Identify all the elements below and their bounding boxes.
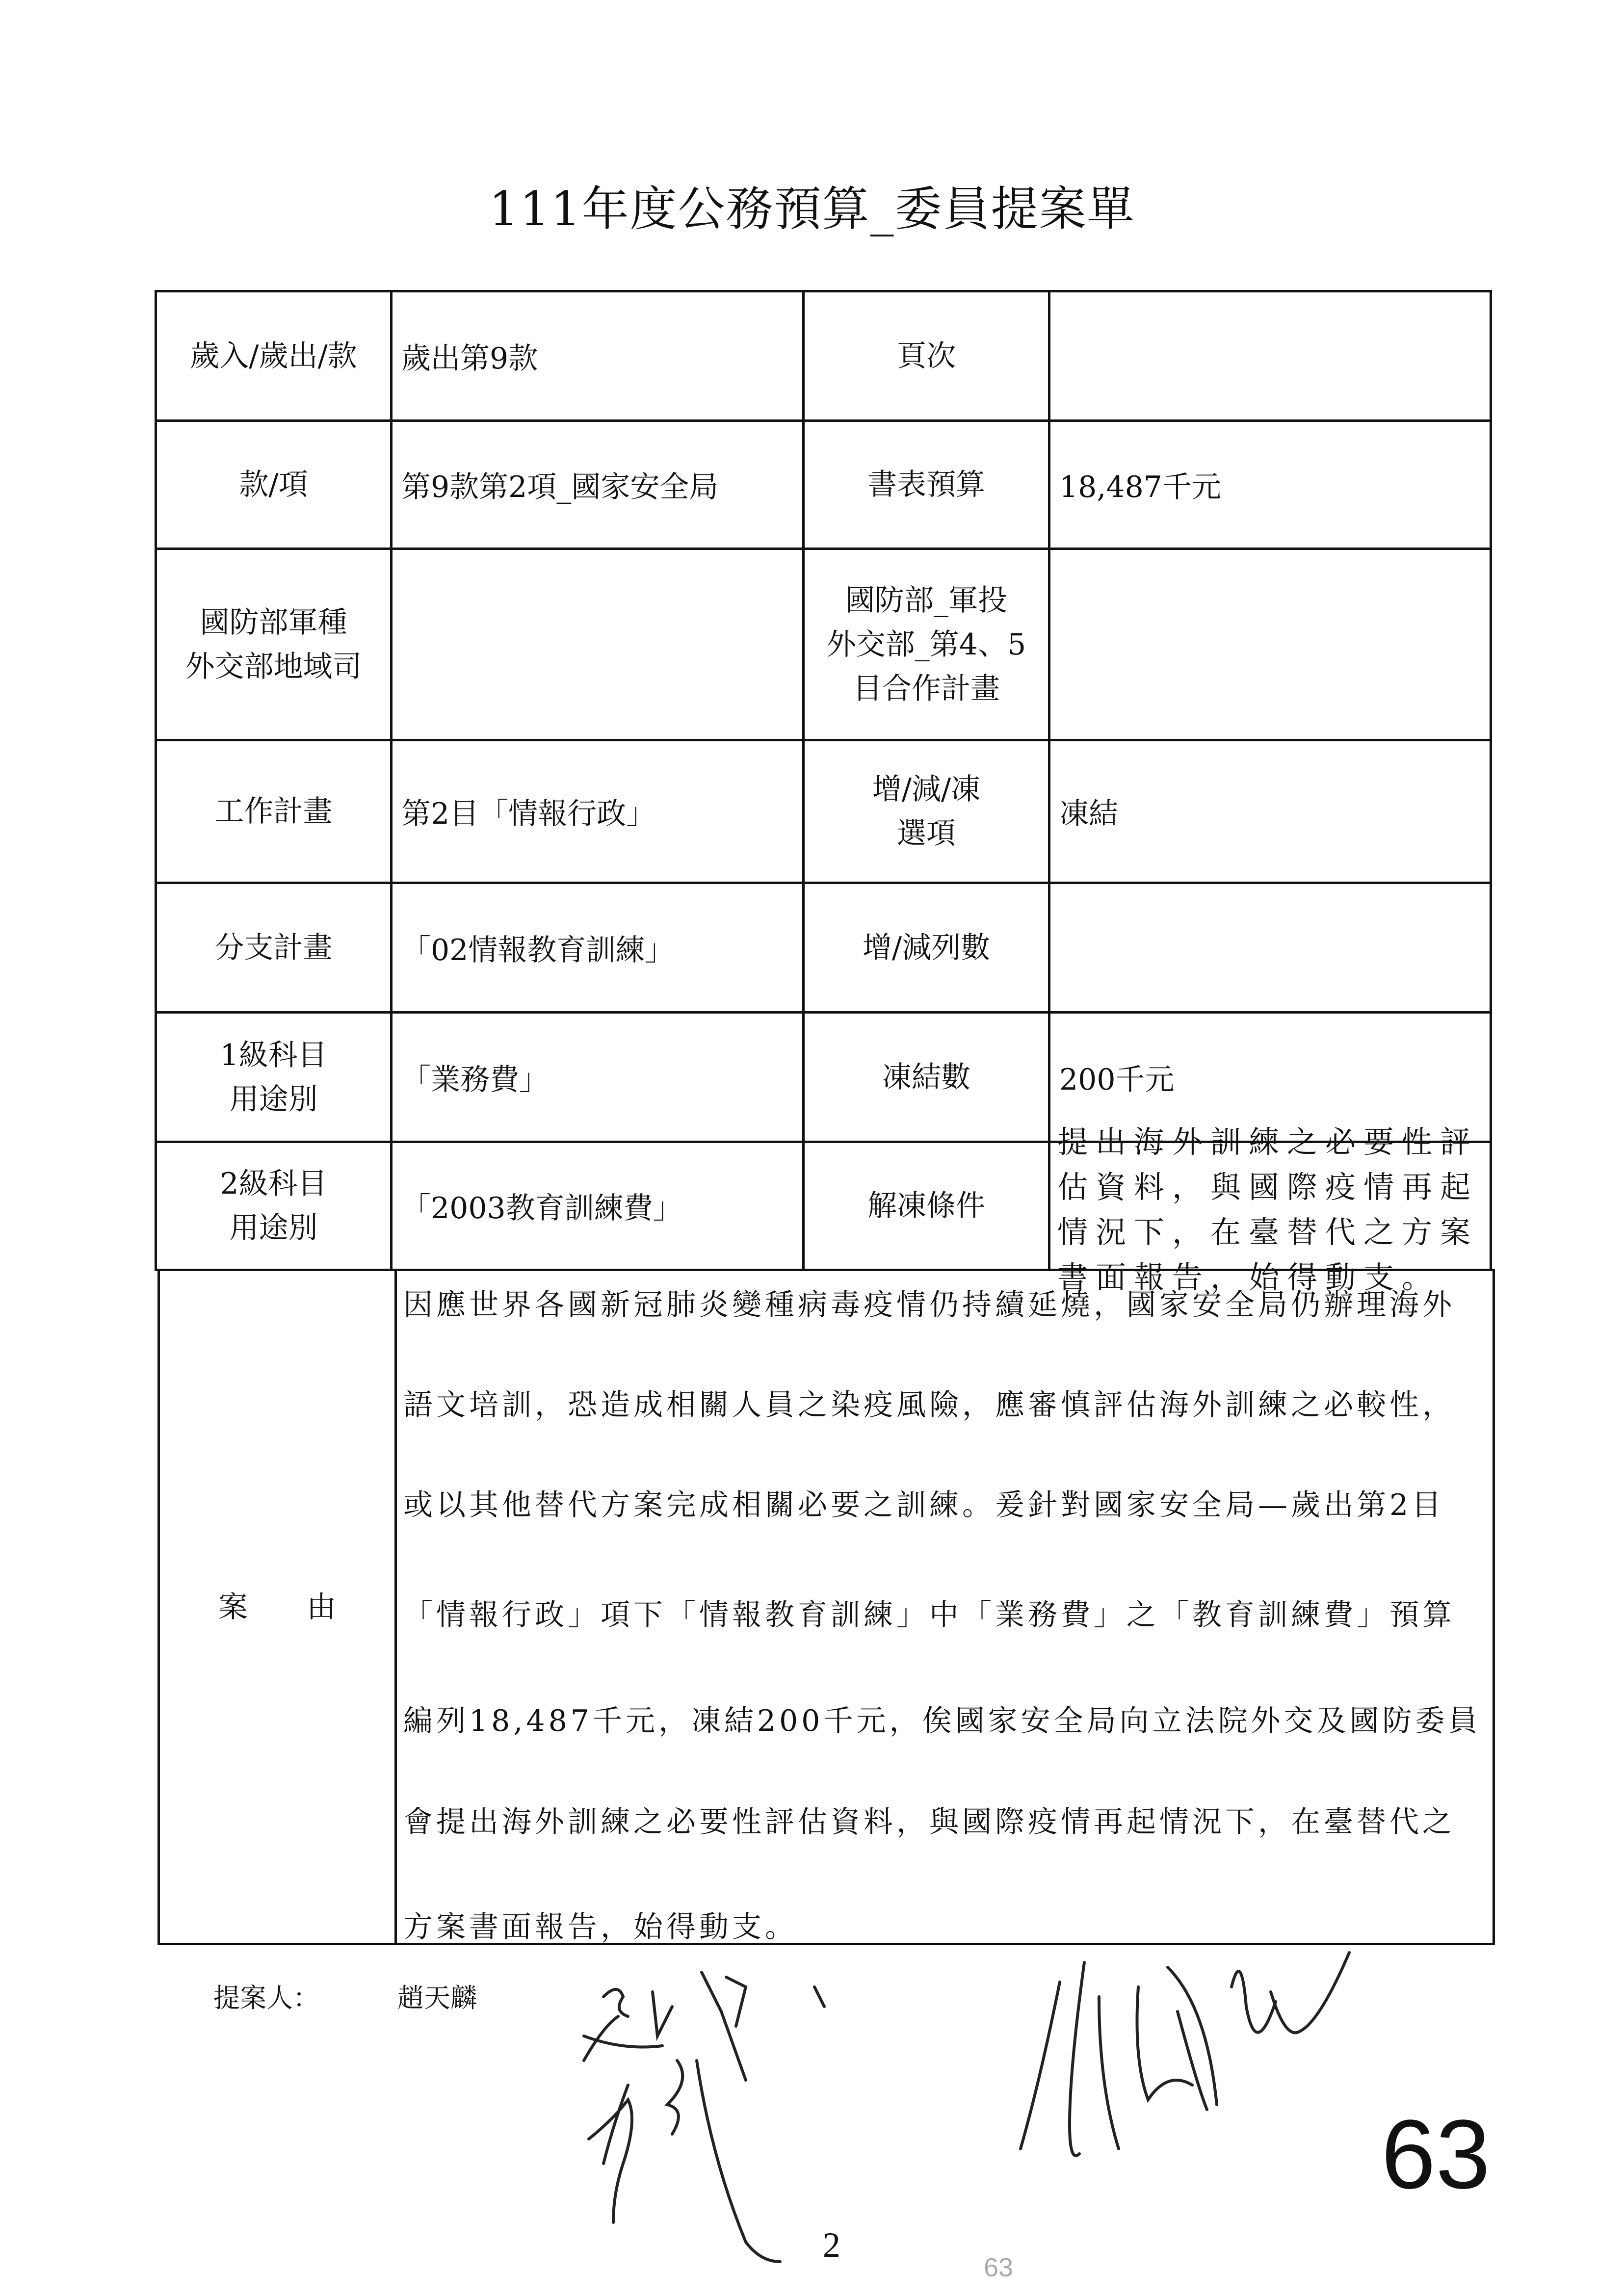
signature-3 — [1021, 1953, 1349, 2156]
label-line: 國防部_軍投 — [845, 583, 1007, 618]
label-budget-type: 歲入/歲出/款 — [155, 290, 393, 422]
label-page: 頁次 — [802, 290, 1050, 422]
reason-line: 方案書面報告，始得動支。 — [403, 1910, 798, 1944]
label-section-item: 款/項 — [155, 419, 393, 550]
value-section-item: 第9款第2項_國家安全局 — [390, 419, 805, 550]
reason-line: 語文培訓，恐造成相關人員之染疫風險，應審慎評估海外訓練之必較性， — [403, 1388, 1455, 1422]
reason-line: 或以其他替代方案完成相關必要之訓練。爰針對國家安全局—歲出第2目 — [403, 1488, 1445, 1522]
unfreeze-condition-text: 提出海外訓練之必要性評估資料，與國際疫情再起情況下，在臺替代之方案書面報告，始得動支。 — [1057, 1124, 1479, 1295]
label-line: 外交部地域司 — [185, 649, 362, 684]
stamp-number: 63 — [1381, 2100, 1491, 2209]
label-change-amount: 增/減列數 — [802, 882, 1050, 1014]
value-level1-subject: 「業務費」 — [390, 1011, 805, 1143]
reason-line: 編列18,487千元，凍結200千元，俟國家安全局向立法院外交及國防委員 — [403, 1704, 1481, 1738]
value-branch-plan: 「02情報教育訓練」 — [390, 882, 805, 1014]
value-form-budget: 18,487千元 — [1048, 419, 1492, 550]
reason-line: 因應世界各國新冠肺炎變種病毒疫情仍持續延燒，國家安全局仍辦理海外 — [403, 1288, 1455, 1322]
label-line: 1級科目 — [220, 1038, 327, 1072]
label-frozen-amount: 凍結數 — [802, 1011, 1050, 1143]
label-line: 2級科目 — [220, 1167, 327, 1201]
label-line: 目合作計畫 — [853, 671, 1000, 706]
label-line: 選項 — [897, 816, 956, 851]
value-work-plan: 第2目「情報行政」 — [390, 739, 805, 884]
label-line: 用途別 — [229, 1211, 318, 1245]
value-budget-type: 歲出第9款 — [390, 290, 805, 422]
faint-number: 63 — [984, 2253, 1014, 2282]
page-title: 111年度公務預算_委員提案單 — [489, 182, 1135, 236]
value-frozen-amount: 200千元 — [1048, 1011, 1492, 1143]
proposer-name: 趙天麟 — [397, 1983, 477, 2013]
reason-line: 會提出海外訓練之必要性評估資料，與國際疫情再起情況下，在臺替代之 — [403, 1805, 1455, 1839]
signature-1 — [584, 1972, 824, 2080]
label-line: 用途別 — [229, 1082, 318, 1117]
label-unfreeze-condition: 解凍條件 — [802, 1141, 1050, 1271]
label-form-budget: 書表預算 — [802, 419, 1050, 550]
label-line: 增/減/凍 — [872, 772, 981, 807]
page-number: 2 — [823, 2225, 840, 2265]
label-line: 外交部_第4、5 — [826, 627, 1026, 662]
label-branch-plan: 分支計畫 — [155, 882, 393, 1014]
label-line: 國防部軍種 — [200, 605, 347, 640]
value-option: 凍結 — [1048, 739, 1492, 884]
label-work-plan: 工作計畫 — [155, 739, 393, 884]
reason-line: 「情報行政」項下「情報教育訓練」中「業務費」之「教育訓練費」預算 — [403, 1598, 1455, 1632]
proposer-label: 提案人： — [213, 1983, 319, 2013]
label-reason: 案 由 — [157, 1269, 397, 1945]
value-level2-subject: 「2003教育訓練費」 — [390, 1141, 805, 1271]
signature-2 — [589, 2061, 780, 2262]
